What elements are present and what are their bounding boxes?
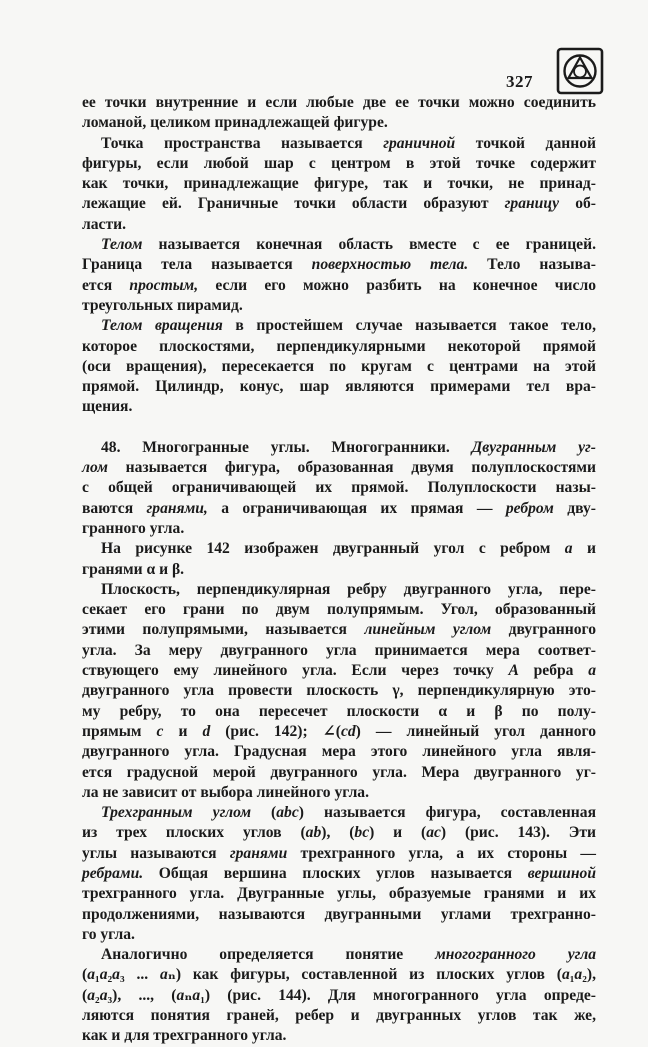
text-line (82, 337, 596, 357)
italic-term: A (508, 662, 519, 680)
italic-term: a (588, 662, 596, 680)
text-run: лежащие ей. Граничные точки области образуют (82, 195, 505, 213)
text-run: ), ( (321, 824, 355, 842)
text-line (82, 580, 596, 600)
italic-term: Трехгранным углом (101, 804, 252, 822)
text-line (82, 377, 596, 397)
italic-term: Двугранным уг- (471, 438, 596, 456)
text-run: и (572, 540, 596, 558)
text-run: ₁) (рис. 144). Для многогранного угла опреде- (200, 986, 596, 1004)
italic-term: ребрами. (82, 864, 144, 882)
text-line (82, 499, 596, 519)
text-line (82, 560, 596, 580)
text-run: если его можно разбить на конечное число (198, 276, 597, 294)
text-line (82, 113, 596, 133)
text-run: ствующего ему линейного угла. Если через точку (82, 662, 509, 680)
text-line (82, 154, 596, 174)
text-line (82, 844, 596, 864)
italic-term: a (99, 966, 108, 984)
text-run: и (163, 722, 203, 740)
text-line (82, 296, 596, 316)
italic-term: простым, (129, 276, 199, 294)
italic-term: a (192, 986, 201, 1004)
page-number: 327 (506, 72, 533, 91)
text-run: го угла. (82, 925, 135, 943)
text-run: гранями α и β. (82, 560, 185, 578)
italic-term: cd (340, 722, 356, 740)
text-run: ется (82, 276, 130, 294)
italic-term: поверхностью тела. (311, 256, 469, 274)
text-line (82, 316, 596, 336)
text-run: угла. За меру двугранного угла принимается мера соответ- (82, 641, 596, 659)
text-line (82, 925, 596, 945)
italic-term: a (87, 966, 95, 984)
text-run: ее точки внутренние и если любые две ее точки можно соединить (82, 94, 596, 111)
text-line (82, 661, 596, 681)
text-run: в простейшем случае называется такое тело, (222, 317, 596, 335)
italic-term: ребром (505, 499, 554, 517)
text-run: ребра (518, 662, 589, 680)
text-run: гранного угла. (82, 519, 185, 537)
text-run: углы называются (82, 844, 230, 862)
text-run: ₂), (582, 966, 596, 984)
text-run: Аналогично определяется понятие (101, 946, 436, 964)
text-run: точкой данной (455, 134, 596, 152)
text-line (82, 397, 596, 417)
text-run: прямым (82, 722, 157, 740)
text-line (82, 600, 596, 620)
text-run: ) и ( (369, 824, 427, 842)
text-run: как и для трехгранного угла. (82, 1027, 287, 1045)
text-run: трехгранного угла, а их стороны — (287, 844, 596, 862)
italic-term: d (202, 722, 211, 740)
text-line (82, 783, 596, 803)
italic-term: гранями (229, 844, 288, 862)
text-line (82, 276, 596, 296)
text-line (82, 641, 596, 661)
text-run: ) называется фигура, составленная (298, 804, 597, 822)
text-line (82, 1006, 596, 1026)
italic-term: границу (504, 195, 560, 213)
text-line (82, 93, 596, 113)
text-run: двугранного угла. Градусная мера этого линейного угла явля- (82, 743, 596, 761)
text-line (82, 905, 596, 925)
text-run: из трех плоских углов ( (82, 824, 306, 842)
text-run: как точки, принадлежащие фигуре, так и точки, не принад- (82, 175, 596, 193)
text-line (82, 235, 596, 255)
text-run: прямой. Цилиндр, конус, шар являются примерами тел вра- (82, 378, 596, 396)
text-line (82, 945, 596, 965)
text-line (82, 438, 596, 458)
text-run: ла не зависит от выбора линейного угла. (82, 783, 370, 801)
page-body-text (82, 93, 596, 1047)
italic-term: гранями, (146, 499, 208, 517)
text-run: фигуры, если любой шар с центром в этой точке содержит (82, 154, 596, 172)
italic-term: a (112, 966, 120, 984)
text-run: об- (559, 195, 597, 213)
text-line (82, 965, 596, 985)
text-run: ласти. (82, 215, 127, 233)
text-run: ) — линейный угол данного (355, 722, 596, 740)
text-run: 48. Многогранные углы. Многогранники. (101, 438, 472, 456)
text-run: Тело называ- (468, 256, 596, 274)
text-line (82, 519, 596, 539)
italic-term: a (561, 966, 570, 984)
text-run: ( (82, 966, 88, 984)
text-run: Граница тела называется (82, 256, 312, 274)
italic-term: abc (276, 804, 299, 822)
italic-term: a (564, 540, 573, 558)
text-run: ₂ (107, 966, 113, 984)
italic-term: a (87, 986, 95, 1004)
text-run: двугранного (491, 621, 596, 639)
text-line (82, 1026, 596, 1046)
italic-term: a (159, 966, 168, 984)
text-run: ломаной, целиком принадлежащей фигуре. (82, 114, 388, 132)
text-line (82, 174, 596, 194)
text-run: которое плоскостями, перпендикулярными некоторой прямой (82, 337, 596, 355)
text-line (82, 620, 596, 640)
text-run: Точка пространства называется (101, 134, 384, 152)
text-run: му ребру, то она пересечет плоскости α и β по полу- (82, 702, 596, 720)
text-run: ₂ (95, 986, 100, 1004)
text-line (82, 986, 596, 1006)
text-run: ₙ) как фигуры, составленной из плоских углов ( (167, 966, 562, 984)
text-run: ₁ (569, 966, 575, 984)
text-run: ( (82, 986, 88, 1004)
text-run: ( (251, 804, 277, 822)
italic-term: Телом вращения (101, 317, 223, 335)
text-run: продолжениями, называются двугранными углами трехгранно- (82, 905, 596, 923)
text-line (82, 702, 596, 722)
text-line (82, 215, 596, 235)
text-run: с общей ограничивающей их прямой. Полуплоскости назы- (82, 479, 596, 497)
text-line (82, 255, 596, 275)
italic-term: ac (426, 824, 441, 842)
italic-term: многогранного угла (435, 946, 596, 964)
text-run: секает его грани по двум полупрямым. Угол, образованный (82, 601, 596, 619)
text-line (82, 357, 596, 377)
italic-term: c (156, 722, 164, 740)
italic-term: линейным углом (364, 621, 492, 639)
text-line (82, 823, 596, 843)
text-run: щения. (82, 398, 133, 416)
text-run: ₙ (184, 986, 193, 1004)
text-line (82, 458, 596, 478)
italic-term: bc (354, 824, 370, 842)
text-line (82, 134, 596, 154)
text-line (82, 539, 596, 559)
italic-term: a (176, 986, 185, 1004)
italic-term: граничной (383, 134, 456, 152)
text-line (82, 478, 596, 498)
section-gap (82, 418, 596, 438)
text-run: треугольных пирамид. (82, 296, 243, 314)
text-run: ваются (82, 499, 147, 517)
text-run: (рис. 142); ∠( (210, 722, 341, 740)
text-run: ₃), ..., ( (107, 986, 177, 1004)
text-run: На рисунке 142 изображен двугранный угол с ребром (101, 540, 565, 558)
italic-term: a (99, 986, 108, 1004)
text-run: двугранного угла провести плоскость γ, перпендикулярную это- (82, 682, 596, 700)
text-run: ₃ ... (119, 966, 160, 984)
text-line (82, 681, 596, 701)
text-run: а ограничивающая их прямая — (207, 499, 506, 517)
italic-term: ab (305, 824, 322, 842)
text-line (82, 194, 596, 214)
text-run: этими полупрямыми, называется (82, 621, 365, 639)
text-line (82, 742, 596, 762)
italic-term: вершиной (527, 864, 596, 882)
italic-term: Телом (101, 236, 143, 254)
text-run: Общая вершина плоских углов называется (143, 864, 528, 882)
text-run: называется фигура, образованная двумя полуплоскостями (107, 459, 596, 477)
text-line (82, 722, 596, 742)
text-line (82, 763, 596, 783)
italic-term: a (574, 966, 583, 984)
text-run: ₁ (95, 966, 100, 984)
triangle-in-circle-in-square-icon (556, 47, 604, 95)
text-run: ется градусной мерой двугранного угла. Мера двугранного уг- (82, 763, 596, 781)
text-run: дву- (553, 499, 596, 517)
text-run: (оси вращения), пересекается по кругам с центрами на этой (82, 357, 596, 375)
text-run: ляются понятия граней, ребер и двугранных углов так же, (82, 1007, 596, 1025)
text-run: называется конечная область вместе с ее границей. (142, 236, 596, 254)
text-run: трехгранного угла. Двугранные углы, образуемые гранями и их (82, 885, 596, 903)
text-run: Плоскость, перпендикулярная ребру двугранного угла, пере- (101, 580, 596, 598)
italic-term: лом (82, 459, 108, 477)
text-line (82, 864, 596, 884)
text-run: ) (рис. 143). Эти (440, 824, 597, 842)
text-line (82, 884, 596, 904)
text-line (82, 803, 596, 823)
